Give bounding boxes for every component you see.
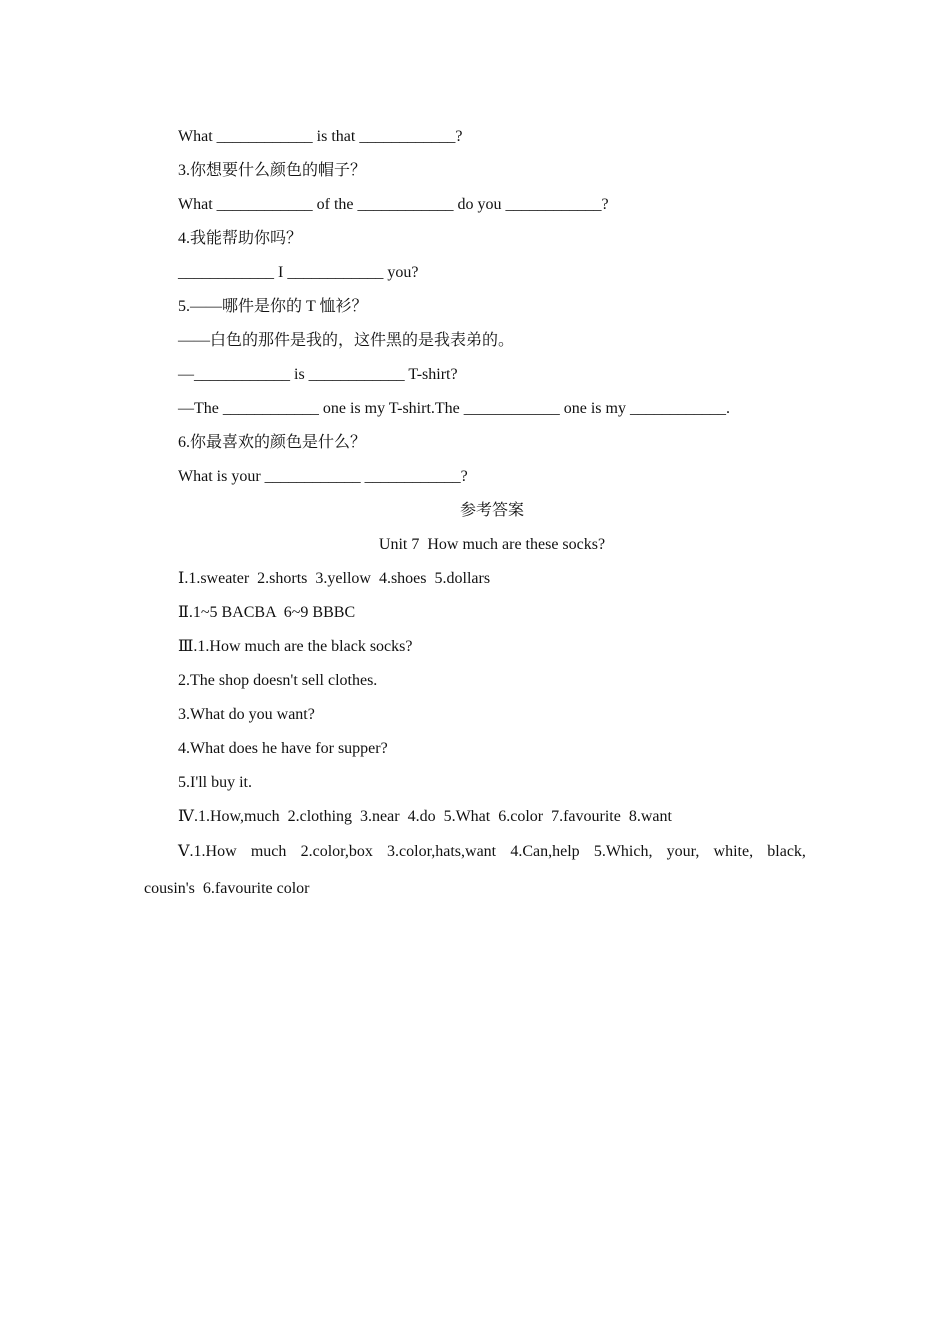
q5-sentence-1: —____________ is ____________ T-shirt? <box>178 366 458 383</box>
answers-part-5-word: 4.Can,help <box>510 843 580 860</box>
answers-part-1: Ⅰ.1.sweater 2.shorts 3.yellow 4.shoes 5.dollars <box>178 570 491 587</box>
answers-part-5-word: Ⅴ.1.How <box>178 843 237 860</box>
answers-part-5-word: much <box>250 843 287 860</box>
answers-heading: 参考答案 <box>459 502 524 519</box>
q3-prompt: 3.你想要什么颜色的帽子？ <box>178 162 367 179</box>
q5-prompt-answer: ——白色的那件是我的，这件黑的是我表弟的。 <box>178 332 515 349</box>
q5-prompt: 5.——哪件是你的 T 恤衫？ <box>178 298 368 315</box>
q6-sentence: What is your ____________ ____________? <box>178 468 468 485</box>
q4-prompt: 4.我能帮助你吗？ <box>178 230 303 247</box>
q5-sentence-2: —The ____________ one is my T-shirt.The ____________ one is my ____________. <box>178 400 730 417</box>
answers-part-5-word: white, <box>713 843 754 860</box>
q2-sentence: What ____________ is that ____________? <box>178 128 463 145</box>
answers-part-5-word: 2.color,box <box>300 843 373 860</box>
answers-part-5-word: black, <box>767 843 806 860</box>
answers-part-4: Ⅳ.1.How,much 2.clothing 3.near 4.do 5.What 6.color 7.favourite 8.want <box>178 808 672 825</box>
answers-part-5 <box>178 842 806 862</box>
answers-part-3-item-4: 4.What does he have for supper? <box>178 740 388 757</box>
q6-prompt: 6.你最喜欢的颜色是什么？ <box>178 434 367 451</box>
answers-part-5-continued: cousin's 6.favourite color <box>144 880 310 897</box>
q3-sentence: What ____________ of the ____________ do you ____________? <box>178 196 609 213</box>
unit-title: Unit 7 How much are these socks? <box>378 536 606 553</box>
answers-part-3-item-3: 3.What do you want? <box>178 706 315 723</box>
answers-part-5-word: 5.Which, <box>593 843 653 860</box>
answers-part-2: Ⅱ.1~5 BACBA 6~9 BBBC <box>178 604 356 621</box>
answers-part-3-item-2: 2.The shop doesn't sell clothes. <box>178 672 378 689</box>
answers-part-3-item-5: 5.I'll buy it. <box>178 774 252 791</box>
answers-part-3-item-1: Ⅲ.1.How much are the black socks? <box>178 638 413 655</box>
q4-sentence: ____________ I ____________ you? <box>178 264 419 281</box>
answers-part-5-word: your, <box>666 843 700 860</box>
answers-part-5-word: 3.color,hats,want <box>387 843 497 860</box>
